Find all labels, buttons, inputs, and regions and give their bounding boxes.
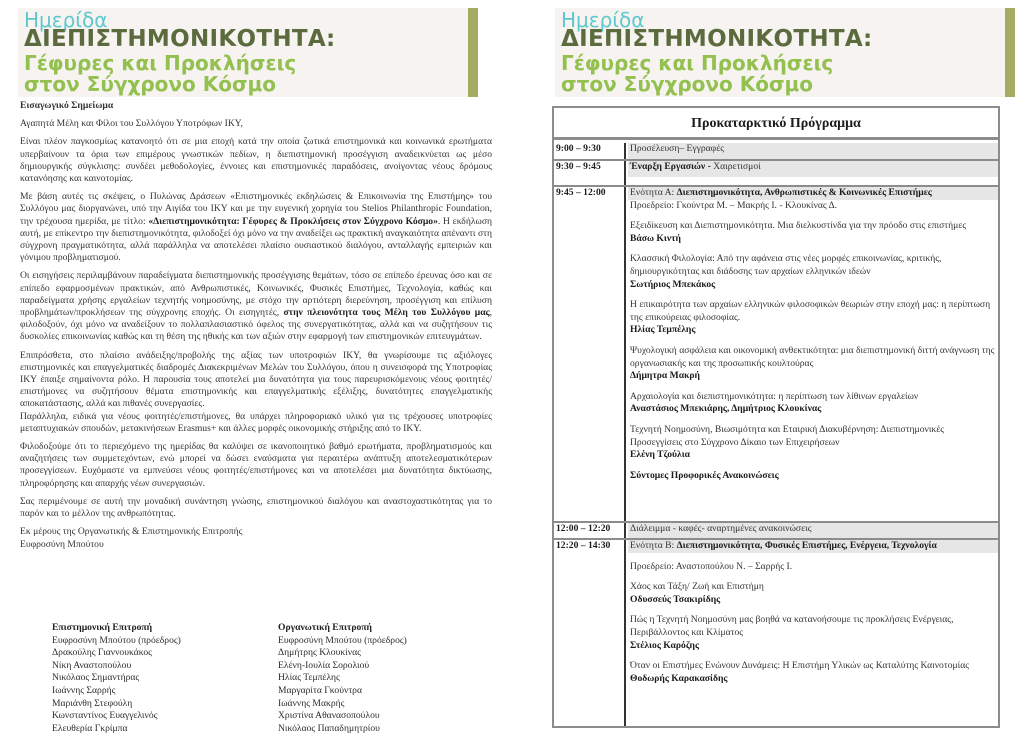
- committee-member: Ελευθερία Γκρίμπα: [52, 722, 128, 734]
- signature-block: [20, 526, 492, 550]
- banner-accent-bar: [468, 8, 478, 97]
- committee-member: Νικόλαος Σημαντήρας: [52, 672, 140, 684]
- talk-item: [628, 220, 998, 245]
- talk-title: Κλασσική Φιλολογία: Από την αφάνεια στις νέες μορφές επικοινωνίας, κριτικής, δημιουργικότητας και διάδοσης των αρχαίων ελληνικών ιδεών: [630, 253, 942, 277]
- committee-member: Ευφροσύνη Μπούτου (πρόεδρος): [278, 634, 407, 646]
- talk-title: Τεχνητή Νοημοσύνη, Βιωσιμότητα και Εταιρική Διακυβέρνηση: Διεπιστημονικές Προσεγγίσεις στο Σύγχρονο Δίκαιο των Επιχειρήσεων: [630, 423, 945, 448]
- intro-heading: Εισαγωγικό Σημείωμα: [20, 100, 114, 111]
- greetings-label: Χαιρετισμοί: [713, 161, 761, 172]
- section-heading: [628, 540, 998, 553]
- intro-greeting: Αγαπητά Μέλη και Φίλοι του Συλλόγου Υποτρόφων ΙΚΥ,: [20, 118, 243, 130]
- text-run: Επιπρόσθετα, στο πλαίσιο ανάδειξης/προβολής της αξίας των υποτροφιών ΙΚΥ, θα γνωρίσουμε τις αξιόλογες επιστημονικές και επαγγελματικές διαδρομές Διακεκριμένων Μελών του Συλλόγου, όπου η συνεισφορά της Υποτροφίας ΙΚΥ έπαιξε σημαίνοντα ρόλο. Η παρουσία τους αποτελεί μια δυνατότητα για τους παρευρισκόμενους νέους φοιτητές/επιστήμονες να συζητήσουν θέματα επιστημονικής και επαγγελματικής εξέλιξης, δυνατότητες επαγγελματικής αποκατάστασης, αλλά και πιθανές συνεργασίες.: [20, 349, 492, 410]
- table-row: [554, 143, 998, 159]
- table-row: [554, 161, 998, 185]
- program-title: Προκαταρκτικό Πρόγραμμα: [554, 108, 998, 140]
- committee-member: Ιωάννης Μακρής: [278, 697, 345, 709]
- intro-paragraph-4b: Παράλληλα, ειδικά για νέους φοιτητές/επιστήμονες, θα υπάρχει πληροφοριακό υλικό για τις τρέχουσες υποτροφίες μεταπτυχιακών σπουδών, μετακινήσεων Erasmus+ και άλλες μορφές οικονομικής στήριξης από το ΙΚΥ.: [20, 410, 492, 434]
- intro-paragraph-5: Φιλοδοξούμε ότι το περιεχόμενο της ημερίδας θα καλύψει σε ικανοποιητικό βαθμό ερωτήματα, προβληματισμούς και αναζητήσεις των συμμετεχόντων, ενώ μπορεί να δώσει εναύσματα για περαιτέρω ανάπτυξη αποτελεσματικότερων προσεγγίσεων. Ευχόμαστε να εμπνεύσει νέους φοιτητές/επιστήμονες και να αποτελέσει μια δυνατότητα δικτύωσης, πληροφόρησης και απαρχής νέων συνεργασιών.: [20, 441, 492, 489]
- section-title: Διεπιστημονικότητα, Ανθρωπιστικές & Κοινωνικές Επιστήμες: [676, 187, 932, 198]
- session-text: [628, 161, 998, 177]
- text-run: , φιλοδοξούν, όχι μόνο να αναδείξουν το πολλαπλασιαστικό όφελος της συνεργατικότητας, αλλά και να συζητήσουν τις δυσκολίες επικοινωνίας καθώς και τη θέση της ηθικής και των αξιών στην εφαρμογή των επιστημονικών επιτευγμάτων.: [20, 307, 492, 343]
- banner-subtitle: Ημερίδα: [561, 8, 645, 32]
- time-slot: 9:45 – 12:00: [554, 187, 626, 521]
- talk-speaker: Ελένη Τζούλια: [630, 449, 691, 461]
- talk-title: Πώς η Τεχνητή Νοημοσύνη μας βοηθά να κατανοήσουμε τις προκλήσεις Ενέργειας, Περιβάλλοντος και Κλίματος: [630, 614, 954, 638]
- talk-title: Όταν οι Επιστήμες Ενώνουν Δυνάμεις: Η Επιστήμη Υλικών ως Καταλύτης Καινοτομίας: [630, 660, 970, 672]
- talk-item: [628, 470, 998, 483]
- banner-title: ΔΙΕΠΙΣΤΗΜΟΝΙΚΟΤΗΤΑ:: [561, 26, 873, 52]
- event-banner-right: [555, 8, 1015, 97]
- committee-member: Ιωάννης Σαρρής: [52, 684, 116, 696]
- chairs: Προεδρείο: Αναστοπούλου Ν. – Σαρρής Ι.: [630, 560, 793, 572]
- session-text: Προσέλευση– Εγγραφές: [630, 143, 725, 154]
- talk-item: [628, 345, 998, 383]
- session-text: Διάλειμμα - καφές- αναρτημένες ανακοινώσεις: [630, 523, 812, 534]
- talk-item: [628, 299, 998, 337]
- banner-subtitle: Ημερίδα: [24, 8, 108, 32]
- opening-label: Έναρξη Εργασιών -: [630, 161, 714, 172]
- program-table: [552, 106, 1000, 728]
- signature-line-1: Εκ μέρους της Οργανωτικής & Επιστημονικής Επιτροπής: [20, 526, 243, 538]
- intro-paragraph-4: [20, 350, 492, 411]
- session-cell: [628, 523, 998, 538]
- banner-tagline-2: στον Σύγχρονο Κόσμο: [561, 72, 814, 96]
- talk-item: [628, 614, 998, 652]
- banner-title: ΔΙΕΠΙΣΤΗΜΟΝΙΚΟΤΗΤΑ:: [24, 26, 336, 52]
- organizing-committee: [278, 622, 498, 735]
- talk-title: Ψυχολογική ασφάλεια και οικονομική ανθεκτικότητα: μια διεπιστημονική διττή ανάγνωση της οργανωσιακής και της προσωπικής κουλτούρας: [630, 344, 995, 369]
- committee-member: Ελένη-Ιουλία Σορολιού: [278, 659, 370, 671]
- committee-member: Ευφροσύνη Μπούτου (πρόεδρος): [52, 634, 181, 646]
- committee-member: Μαριάνθη Στεφούλη: [52, 697, 133, 709]
- committee-title: Οργανωτική Επιτροπή: [278, 622, 372, 633]
- table-row: [554, 523, 998, 538]
- talk-speaker: Θοδωρής Καρακασίδης: [630, 672, 728, 684]
- talk-item: [628, 660, 998, 685]
- talk-speaker: Ηλίας Τεμπέλης: [630, 324, 696, 336]
- section-prefix: Ενότητα Α:: [630, 187, 677, 198]
- committee-member: Κωνσταντίνος Ευαγγελινός: [52, 710, 158, 722]
- time-slot: 9:00 – 9:30: [554, 143, 626, 159]
- intro-paragraph-1: Είναι πλέον παγκοσμίως κατανοητό ότι σε μια εποχή κατά την οποία ζωτικά επιστημονικά και κοινωνικά ερωτήματα υπερβαίνουν τα όρια των επιμέρους γνωστικών πεδίων, η διεπιστημονική προσέγγιση αναδεικνύεται ως μέσο δημιουργικής σύγκλισης: συνδέει μεθοδολογίες, έννοιες και επιστημονικές παραδόσεις, ανοίγοντας νέους δρόμους κατανόησης και καινοτομίας.: [20, 136, 492, 185]
- intro-letter: [20, 100, 492, 551]
- session-cell: [628, 540, 998, 726]
- talk-title: Χάος και Τάξη/ Ζωή και Επιστήμη: [630, 581, 764, 593]
- event-banner-left: [18, 8, 478, 97]
- short-oral-presentations: Σύντομες Προφορικές Ανακοινώσεις: [630, 469, 779, 481]
- banner-tagline-1: Γέφυρες και Προκλήσεις: [24, 51, 297, 75]
- section-prefix: Ενότητα Β:: [630, 540, 677, 551]
- talk-speaker: Δήμητρα Μακρή: [630, 370, 700, 382]
- talk-speaker: Οδυσσεύς Τσακιρίδης: [630, 593, 721, 605]
- table-row: [554, 540, 998, 726]
- talk-item: [628, 424, 998, 462]
- committee-member: Μαργαρίτα Γκούντρα: [278, 684, 362, 696]
- banner-tagline-1: Γέφυρες και Προκλήσεις: [561, 51, 834, 75]
- talk-speaker: Αναστάσιος Μπεκιάρης, Δημήτριος Κλουκίνας: [630, 403, 822, 415]
- committee-member: Χριστίνα Αθανασοπούλου: [278, 710, 380, 722]
- emphasis: στην πλειονότητα τους Μέλη του Συλλόγου μας: [283, 307, 490, 319]
- intro-paragraph-6: Σας περιμένουμε σε αυτή την μοναδική συνάντηση γνώσης, επιστημονικού διαλόγου και αναστοχαστικότητας για το παρόν και το μέλλον της ανθρωπότητας.: [20, 495, 492, 520]
- scientific-committee: [52, 622, 272, 735]
- talk-speaker: Σωτήριος Μπεκάκος: [630, 278, 716, 290]
- banner-tagline-2: στον Σύγχρονο Κόσμο: [24, 72, 277, 96]
- talk-speaker: Βάσω Κιντή: [630, 232, 681, 244]
- section-title: Διεπιστημονικότητα, Φυσικές Επιστήμες, Ενέργεια, Τεχνολογία: [676, 540, 937, 551]
- session-cell: [628, 187, 998, 521]
- text-run: Με βάση αυτές τις σκέψεις, ο Πυλώνας Δράσεων «Επιστημονικές εκδηλώσεις & Επικοινωνία της Επιστήμης» του Συλλόγου μας διοργανώνει, υπό την Αιγίδα του ΙΚΥ και με την ευγενική χορηγία του Stelios Philanthropic Foundation, την τρέχουσα ημερίδα, με τίτλο:: [20, 191, 492, 227]
- intro-paragraph-2: [20, 191, 492, 264]
- talk-item: [628, 581, 998, 606]
- committee-member: Δρακούλης Γιαννουκάκος: [52, 647, 152, 659]
- committee-member: Ηλίας Τεμπέλης: [278, 672, 340, 684]
- time-slot: 12:00 – 12:20: [554, 523, 626, 538]
- session-cell: [628, 161, 998, 185]
- session-cell: [628, 143, 998, 159]
- talk-title: Αρχαιολογία και διεπιστημονικότητα: η περίπτωση των λίθινων εργαλείων: [630, 390, 919, 402]
- committee-member: Νικόλαος Παπαδημητρίου: [278, 722, 380, 734]
- talk-speaker: Στέλιος Καρόζης: [630, 639, 700, 651]
- text-run: . Η εκδήλωση αυτή, με επίκεντρο την διεπιστημονικότητα, φιλοδοξεί όχι μόνο να την αναδείξει ως πρακτική αναγκαιότητα απέναντι στη σύγχρονη πραγματικότητα, αλλά παράλληλα να αποτελέσει πλαίσιο ουσιαστικού διαλόγου, ανταλλαγής εμπειριών και γόνιμου προβληματισμού.: [20, 215, 493, 264]
- talk-title: Εξειδίκευση και Διεπιστημονικότητα. Μια διελκυστίνδα για την πρόοδο στις επιστήμες: [630, 220, 967, 232]
- table-row: [554, 187, 998, 521]
- section-heading: [628, 187, 998, 200]
- talk-title: Η επικαιρότητα των αρχαίων ελληνικών φιλοσοφικών θεωριών στην εποχή μας: η περίπτωση της επικούρειας φιλοσοφίας.: [630, 299, 991, 323]
- chairs: Προεδρείο: Γκούντρα Μ. – Μακρής Ι. - Κλουκίνας Δ.: [630, 199, 838, 211]
- talk-item: [628, 391, 998, 416]
- talk-item: [628, 253, 998, 291]
- intro-paragraph-3: [20, 270, 492, 343]
- time-slot: 9:30 – 9:45: [554, 161, 626, 185]
- signature-name: Ευφροσύνη Μπούτου: [20, 538, 104, 550]
- text-run: Οι εισηγήσεις περιλαμβάνουν παραδείγματα διεπιστημονικής προσέγγισης θεμάτων, τόσο σε επίπεδο έρευνας όσο και σε επίπεδο εφαρμοσμένων πρακτικών, από Ανθρωπιστικές, Κοινωνικές, Φυσικές Επιστήμες, Τεχνολογία, καθώς και παραδείγματα χρήσης εργαλείων τεχνητής νοημοσύνης, με στόχο την αρτιότερη διερεύνηση, προσέγγιση και επίλυση προβλημάτων/προκλήσεων της σύγχρονης εποχής. Οι εισηγητές,: [20, 270, 492, 319]
- time-slot: 12:20 – 14:30: [554, 540, 626, 726]
- banner-accent-bar: [1005, 8, 1015, 97]
- committee-title: Επιστημονική Επιτροπή: [52, 622, 153, 633]
- event-title-inline: «Διεπιστημονικότητα: Γέφυρες & Προκλήσεις στον Σύγχρονο Κόσμο»: [148, 215, 438, 227]
- committee-member: Νίκη Αναστοπούλου: [52, 659, 132, 671]
- committee-member: Δημήτρης Κλουκίνας: [278, 647, 361, 659]
